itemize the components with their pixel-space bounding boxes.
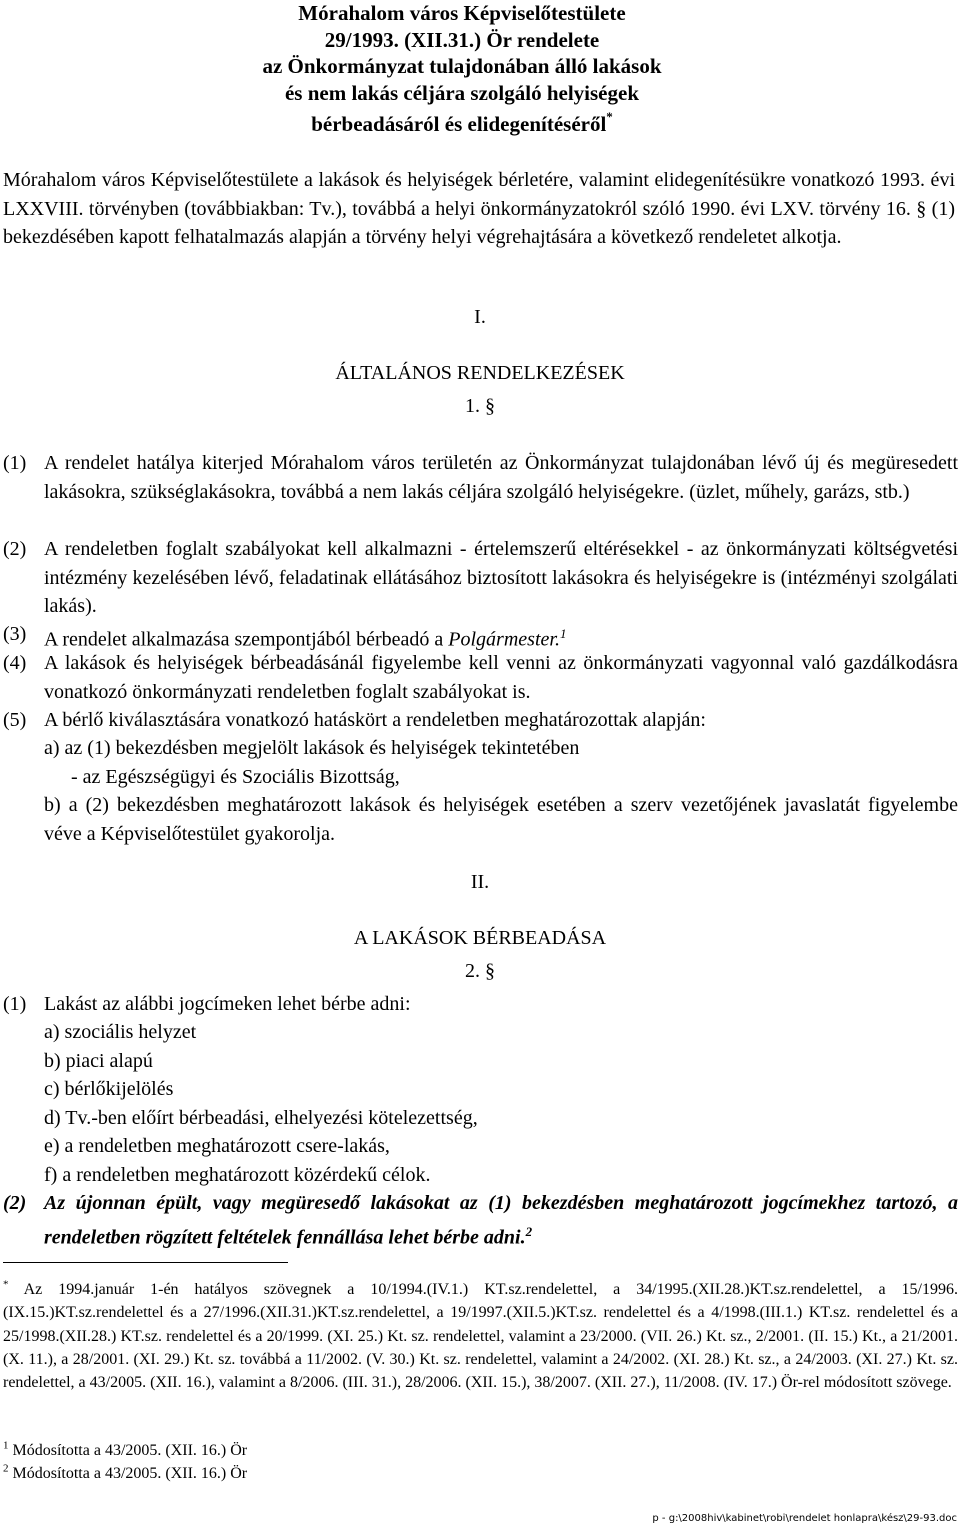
intro-paragraph: Mórahalom város Képviselőtestülete a lakások és helyiségek bérletére, valamint elidegenítésükre vonatkozó 1993. évi LXXVIII. törvényben (továbbiakban: Tv.), továbbá a helyi önkormányzatokról szóló 1990. évi LXV. törvény 16. § (1) bekezdésében kapott felhatalmazás alapján a törvény helyi végrehajtására a következő rendeletet alkotja. [3,169,955,248]
s2-paragraph-1 [3,990,958,1019]
footnote-star-text: Az 1994.január 1-én hatályos szövegnek a 10/1994.(IV.1.) KT.sz.rendelettel, a 34/1995.(XII.28.)KT.sz.rendelettel, a 15/1996.(IX.15.)KT.sz.rendelettel és a 27/1996.(XII.31.)KT.sz.rendelettel, a 19/1997.(XII.5.)KT.sz. rendelettel és a 4/1998.(III.1.) KT.sz. rendelettel és a 25/1998.(XII.28.) KT.sz. rendelettel és a 20/1999. (XI. 25.) Kt. sz. rendelettel, valamint a 23/2000. (VII. 26.) Kt. sz., 2/2001. (II. 15.) Kt., a 21/2001. (X. 11.), a 28/2001. (XI. 29.) Kt. sz. továbbá a 11/2002. (V. 30.) Kt. sz. rendelettel, valamint a 24/2002. (XI. 28.) Kt. sz., a 24/2003. (XI. 27.) Kt. sz. rendelettel, a 43/2005. (XII. 16.), valamint a 8/2006. (III. 31.), 28/2006. (XII. 15.), 38/2007. (XII. 27.), 11/2008. (IV. 17.) Ör-rel módosított szövege. [3,1281,958,1392]
s1-p3-number: (3) [3,623,27,645]
chapter-2-number: II. [470,871,490,893]
s1-p5-text: A bérlő kiválasztására vonatkozó hatáskört a rendeletben meghatározottak alapján: [44,709,706,731]
s2-item-f: f) a rendeletben meghatározott közérdekű célok. [44,1164,431,1186]
footnote-1 [3,1439,958,1462]
chapter-1-number: I. [474,306,486,328]
title-line-3: az Önkormányzat tulajdonában álló lakások [262,54,662,78]
footnote-star-mark: * [3,1278,9,1291]
document-title [0,0,960,138]
title-footnote-mark: * [606,109,613,124]
chapter-1-title: ÁLTALÁNOS RENDELKEZÉSEK [335,362,625,384]
s2-p1-number: (1) [3,993,27,1015]
s2-paragraph-2 [3,1189,958,1252]
s1-p4-text: A lakások és helyiségek bérbeadásánál figyelembe kell venni az önkormányzati vagyonnal való gazdálkodásra vonatkozó önkormányzati rendeletben foglalt szabályokat is. [44,652,958,703]
chapter-2-title: A LAKÁSOK BÉRBEADÁSA [353,927,607,949]
s1-p4-number: (4) [3,652,27,674]
s1-paragraph-5 [3,706,958,735]
s2-item-b: b) piaci alapú [44,1050,153,1072]
s1-p3-text: A rendelet alkalmazása szempontjából bérbeadó a [44,628,449,651]
s1-p2-number: (2) [3,538,27,560]
title-line-2: 29/1993. (XII.31.) Ör rendelete [324,27,600,52]
s1-paragraph-1 [3,449,958,506]
footnote-2 [3,1462,958,1485]
s1-p2-text: A rendeletben foglalt szabályokat kell alkalmazni - értelemszerű eltérésekkel - az önkormányzati költségvetési intézmény kezelésében lévő, feladatinak ellátásához biztosított lakásokra és helyiségekre is (intézményi szolgálati lakás). [44,538,958,617]
footnote-separator [3,1262,288,1263]
footnote-1-mark: 1 [3,1439,9,1452]
title-line-5: bérbeadásáról és elidegenítéséről [311,112,607,136]
s2-p2-text: Az újonnan épült, vagy megüresedő lakásokat az (1) bekezdésben meghatározott jogcímekhez tartozó, a rendeletben rögzített feltételek fennállása lehet bérbe adni. [44,1192,958,1249]
s2-item-a: a) szociális helyzet [44,1021,197,1043]
s1-p1-number: (1) [3,452,27,474]
s1-paragraph-4 [3,649,958,706]
s2-item-c: c) bérlőkijelölés [44,1078,174,1100]
s2-p1-text: Lakást az alábbi jogcímeken lehet bérbe adni: [44,993,411,1015]
section-2-heading: 2. § [465,960,495,982]
s1-p3-footnote-ref: 1 [559,626,567,641]
s2-p2-footnote-ref: 2 [525,1223,533,1239]
title-line-1: Mórahalom város Képviselőtestülete [298,1,626,25]
s1-paragraph-2 [3,535,958,621]
footnote-2-text: Módosította a 43/2005. (XII. 16.) Ör [12,1465,248,1482]
s1-p3-italic: Polgármester. [448,628,560,651]
section-1-heading: 1. § [465,395,495,417]
s1-p5-item-b-text: b) a (2) bekezdésben meghatározott lakások és helyiségek esetében a szerv vezetőjének javaslatát figyelembe véve a Képviselőtestület gyakorolja. [44,794,958,845]
footnote-2-mark: 2 [3,1462,9,1475]
s2-p2-number: (2) [3,1192,27,1214]
footnote-1-text: Módosította a 43/2005. (XII. 16.) Ör [12,1442,248,1459]
s1-p5-item-b [44,791,958,848]
footnote-star [3,1278,958,1394]
s2-item-e: e) a rendeletben meghatározott csere-lakás, [44,1135,390,1157]
file-path-footer: p - g:\2008hiv\kabinet\robi\rendelet honlapra\kész\29-93.doc [652,1513,957,1524]
s1-p5-number: (5) [3,709,27,731]
s2-item-d: d) Tv.-ben előírt bérbeadási, elhelyezési kötelezettség, [44,1107,478,1129]
s1-p1-text: A rendelet hatálya kiterjed Mórahalom város területén az Önkormányzat tulajdonában lévő új és megüresedett lakásokra, szükséglakásokra, továbbá a nem lakás céljára szolgáló helyiségekre. (üzlet, műhely, garázs, stb.) [44,452,958,503]
s1-p5-item-a-sub: - az Egészségügyi és Szociális Bizottság, [71,766,400,788]
title-line-4: és nem lakás céljára szolgáló helyiségek [284,80,640,105]
s1-p5-item-a: a) az (1) bekezdésben megjelölt lakások és helyiségek tekintetében [44,737,580,759]
